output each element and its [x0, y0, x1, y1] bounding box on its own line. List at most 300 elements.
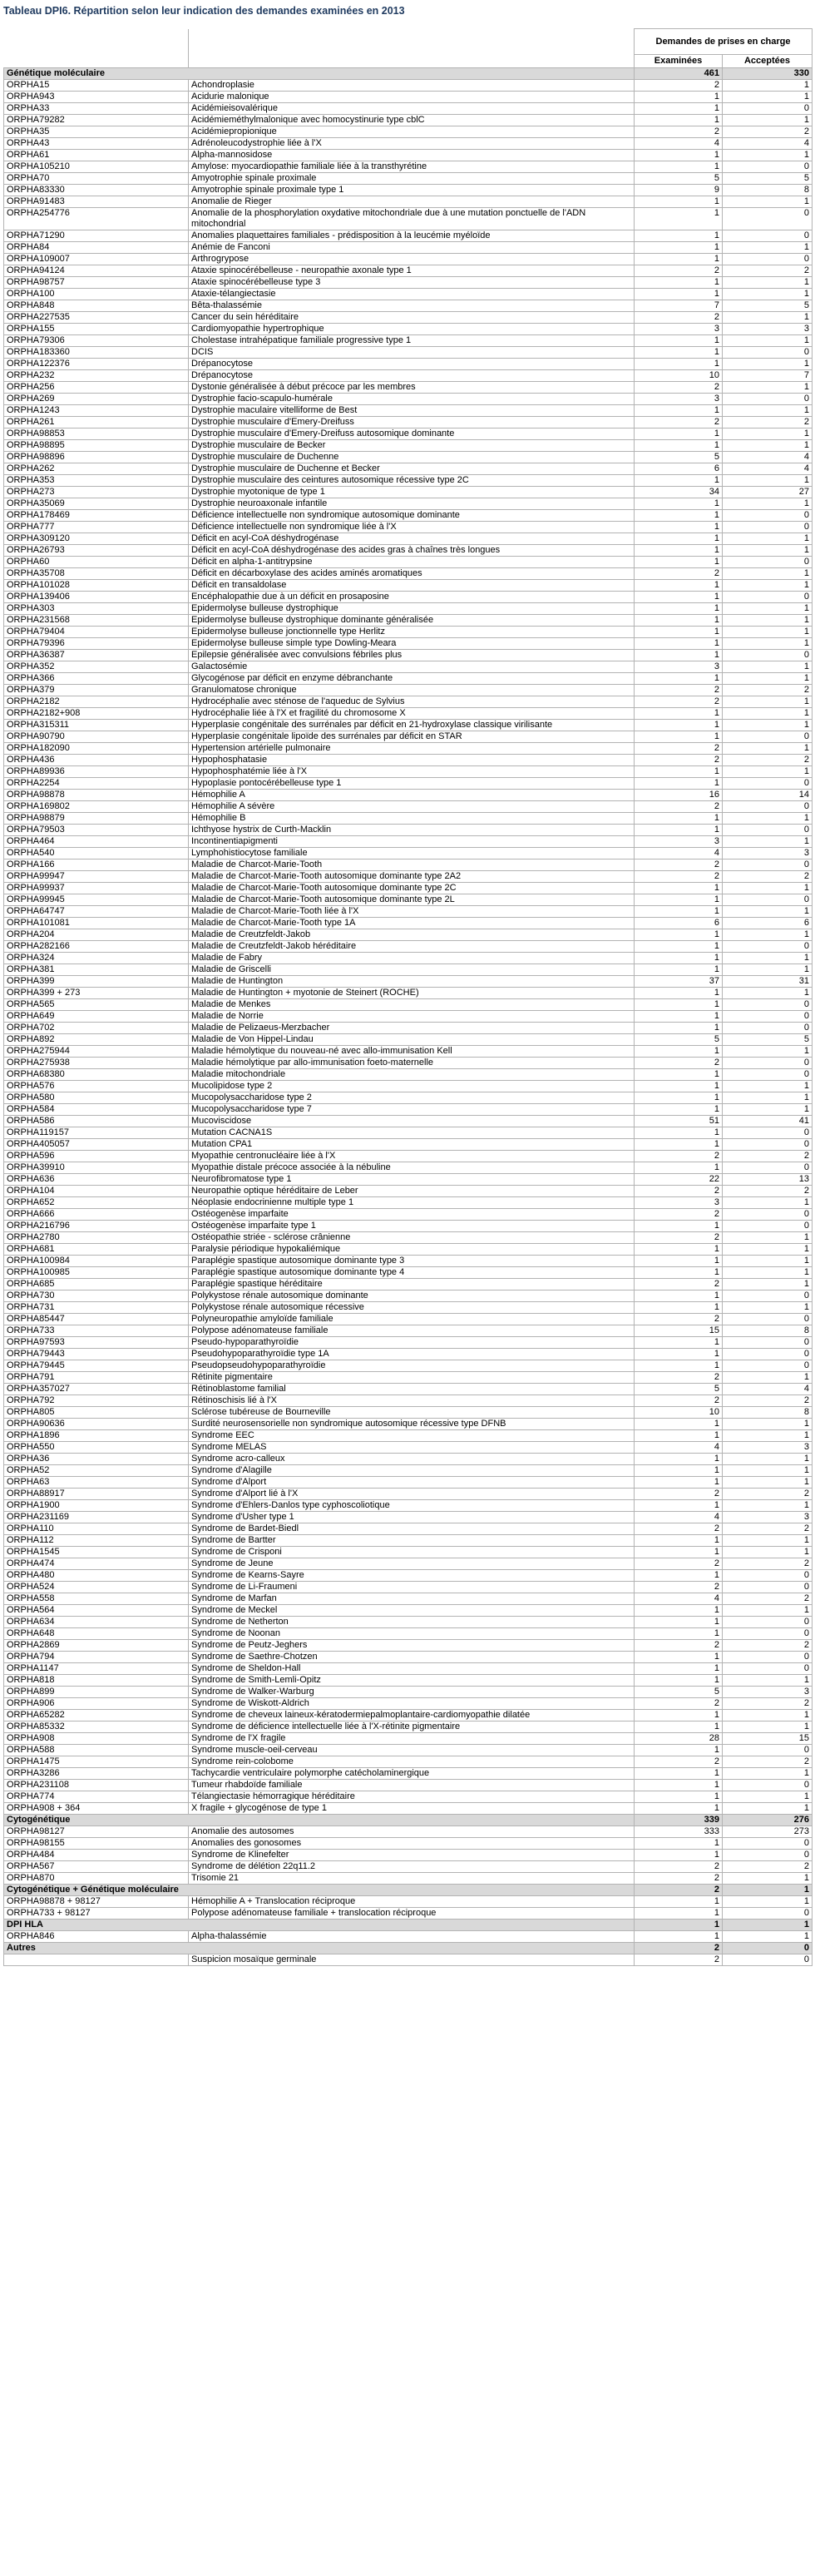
orpha-code: ORPHA35: [4, 126, 189, 138]
table-row: [4, 568, 813, 580]
count-accepted: 1: [723, 568, 813, 580]
table-row: [4, 918, 813, 929]
count-accepted: 1: [723, 661, 813, 673]
indication: Encéphalopathie due à un déficit en prosaposine: [189, 592, 635, 603]
table-row: [4, 1081, 813, 1092]
orpha-code: ORPHA379: [4, 685, 189, 696]
orpha-code: ORPHA26793: [4, 545, 189, 557]
indication: Ataxie spinocérébelleuse type 3: [189, 277, 635, 289]
count-examined: 2: [635, 1209, 723, 1221]
count-examined: 1: [635, 1477, 723, 1489]
indication: Epidermolyse bulleuse simple type Dowling-Meara: [189, 638, 635, 650]
indication: Déficience intellectuelle non syndromique liée à l'X: [189, 522, 635, 533]
table-row: [4, 1256, 813, 1267]
count-accepted: 1: [723, 1197, 813, 1209]
count-examined: 2: [635, 859, 723, 871]
orpha-code: ORPHA550: [4, 1442, 189, 1454]
table-row: [4, 1780, 813, 1791]
indication: Mucoviscidose: [189, 1116, 635, 1127]
table-row: [4, 510, 813, 522]
count-examined: 5: [635, 1384, 723, 1395]
count-accepted: 8: [723, 1325, 813, 1337]
count-examined: 1: [635, 1617, 723, 1628]
count-accepted: 15: [723, 1733, 813, 1745]
indication: Syndrome de Wiskott-Aldrich: [189, 1698, 635, 1710]
indication: Neuropathie optique héréditaire de Leber: [189, 1186, 635, 1197]
count-examined: 1: [635, 429, 723, 440]
table-row: [4, 1512, 813, 1523]
indication: Syndrome de déficience intellectuelle liée à l'X-rétinite pigmentaire: [189, 1721, 635, 1733]
orpha-code: ORPHA254776: [4, 208, 189, 230]
orpha-code: ORPHA98127: [4, 1826, 189, 1838]
orpha-code: ORPHA303: [4, 603, 189, 615]
count-accepted: 3: [723, 848, 813, 859]
orpha-code: ORPHA64747: [4, 906, 189, 918]
orpha-code: ORPHA98853: [4, 429, 189, 440]
table-row: [4, 1954, 813, 1966]
count-examined: 1: [635, 1570, 723, 1582]
count-examined: 2: [635, 1395, 723, 1407]
table-row: [4, 1279, 813, 1290]
orpha-code: ORPHA1900: [4, 1500, 189, 1512]
count-examined: 1: [635, 1838, 723, 1850]
count-examined: 1: [635, 627, 723, 638]
category-name: Cytogénétique + Génétique moléculaire: [4, 1885, 635, 1896]
count-accepted: 1: [723, 545, 813, 557]
count-examined: 1: [635, 813, 723, 825]
indication: Hydrocéphalie avec sténose de l'aqueduc de Sylvius: [189, 696, 635, 708]
orpha-code: ORPHA36: [4, 1454, 189, 1465]
orpha-code: ORPHA733: [4, 1325, 189, 1337]
count-accepted: 1: [723, 1104, 813, 1116]
indication: Rétinoblastome familial: [189, 1384, 635, 1395]
count-accepted: 1: [723, 533, 813, 545]
count-examined: 2: [635, 1698, 723, 1710]
count-examined: 1: [635, 1547, 723, 1558]
indication: Pseudopseudohypoparathyroïdie: [189, 1360, 635, 1372]
table-row: [4, 848, 813, 859]
table-row: [4, 126, 813, 138]
orpha-code: ORPHA436: [4, 755, 189, 766]
indication: Dystrophie musculaire de Duchenne et Becker: [189, 463, 635, 475]
count-accepted: 1: [723, 1081, 813, 1092]
count-examined: 16: [635, 790, 723, 801]
count-accepted: 1: [723, 813, 813, 825]
table-row: [4, 103, 813, 115]
count-accepted: 1: [723, 1419, 813, 1430]
table-row: [4, 871, 813, 883]
orpha-code: ORPHA109007: [4, 254, 189, 265]
count-accepted: 1: [723, 673, 813, 685]
count-accepted: 2: [723, 1489, 813, 1500]
count-accepted: 0: [723, 859, 813, 871]
orpha-code: ORPHA480: [4, 1570, 189, 1582]
indication: Hydrocéphalie liée à l'X et fragilité du chromosome X: [189, 708, 635, 720]
orpha-code: ORPHA35069: [4, 498, 189, 510]
count-accepted: 0: [723, 1162, 813, 1174]
category-name: Génétique moléculaire: [4, 68, 635, 80]
indication: Dystrophie musculaire d'Emery-Dreifuss: [189, 417, 635, 429]
table-row: [4, 1873, 813, 1885]
table-row: [4, 1046, 813, 1058]
count-examined: 1: [635, 1244, 723, 1256]
count-examined: 4: [635, 138, 723, 150]
orpha-code: ORPHA899: [4, 1687, 189, 1698]
orpha-code: ORPHA60: [4, 557, 189, 568]
count-accepted: 2: [723, 1186, 813, 1197]
table-row: [4, 813, 813, 825]
indication: Maladie mitochondriale: [189, 1069, 635, 1081]
indication: Alpha-mannosidose: [189, 150, 635, 161]
count-accepted: 14: [723, 790, 813, 801]
orpha-code: ORPHA99937: [4, 883, 189, 894]
orpha-code: ORPHA100985: [4, 1267, 189, 1279]
count-examined: 4: [635, 1442, 723, 1454]
count-accepted: 0: [723, 1838, 813, 1850]
orpha-code: ORPHA540: [4, 848, 189, 859]
count-accepted: 0: [723, 394, 813, 405]
count-accepted: 3: [723, 1687, 813, 1698]
indication: Maladie de Charcot-Marie-Tooth liée à l'X: [189, 906, 635, 918]
table-row: [4, 1267, 813, 1279]
count-examined: 1: [635, 650, 723, 661]
count-examined: 1: [635, 1721, 723, 1733]
category-accepted: 1: [723, 1885, 813, 1896]
orpha-code: ORPHA3286: [4, 1768, 189, 1780]
table-row: [4, 1442, 813, 1454]
count-accepted: 0: [723, 1570, 813, 1582]
table-row: [4, 615, 813, 627]
table-row: [4, 1197, 813, 1209]
orpha-code: ORPHA100: [4, 289, 189, 300]
count-accepted: 1: [723, 92, 813, 103]
orpha-code: ORPHA89936: [4, 766, 189, 778]
table-row: [4, 580, 813, 592]
count-examined: 5: [635, 452, 723, 463]
orpha-code: ORPHA2869: [4, 1640, 189, 1652]
indication: Hyperplasie congénitale des surrénales par déficit en 21-hydroxylase classique virilisante: [189, 720, 635, 731]
orpha-code: ORPHA352: [4, 661, 189, 673]
count-examined: 1: [635, 1465, 723, 1477]
indication: Glycogénose par déficit en enzyme débranchante: [189, 673, 635, 685]
indication: Drépanocytose: [189, 370, 635, 382]
table-row: [4, 894, 813, 906]
count-accepted: 1: [723, 720, 813, 731]
indication: Neurofibromatose type 1: [189, 1174, 635, 1186]
indication: Syndrome de Klinefelter: [189, 1850, 635, 1861]
count-accepted: 1: [723, 638, 813, 650]
table-row: [4, 1174, 813, 1186]
orpha-code: [4, 1954, 189, 1966]
indication: Hémophilie A + Translocation réciproque: [189, 1896, 635, 1908]
category-name: Autres: [4, 1943, 635, 1954]
indication: Mutation CACNA1S: [189, 1127, 635, 1139]
count-examined: 1: [635, 405, 723, 417]
count-accepted: 0: [723, 522, 813, 533]
orpha-code: ORPHA169802: [4, 801, 189, 813]
count-accepted: 2: [723, 1523, 813, 1535]
count-accepted: 1: [723, 1791, 813, 1803]
count-examined: 333: [635, 1826, 723, 1838]
count-accepted: 3: [723, 1512, 813, 1523]
orpha-code: ORPHA1545: [4, 1547, 189, 1558]
count-accepted: 0: [723, 1349, 813, 1360]
count-examined: 1: [635, 1745, 723, 1756]
orpha-code: ORPHA101081: [4, 918, 189, 929]
count-accepted: 1: [723, 277, 813, 289]
orpha-code: ORPHA309120: [4, 533, 189, 545]
count-accepted: 0: [723, 1652, 813, 1663]
table-row: [4, 720, 813, 731]
indication: Cholestase intrahépatique familiale progressive type 1: [189, 335, 635, 347]
indication: Amyotrophie spinale proximale: [189, 173, 635, 185]
indication: Maladie de Charcot-Marie-Tooth: [189, 859, 635, 871]
indication: Déficit en alpha-1-antitrypsine: [189, 557, 635, 568]
count-examined: 1: [635, 964, 723, 976]
count-examined: 6: [635, 463, 723, 475]
table-row: [4, 603, 813, 615]
count-examined: 7: [635, 300, 723, 312]
indication: Déficit en acyl-CoA déshydrogénase: [189, 533, 635, 545]
count-accepted: 273: [723, 1826, 813, 1838]
table-row: [4, 185, 813, 196]
count-accepted: 1: [723, 80, 813, 92]
indication: Galactosémie: [189, 661, 635, 673]
table-row: [4, 370, 813, 382]
count-accepted: 13: [723, 1174, 813, 1186]
count-accepted: 0: [723, 1628, 813, 1640]
count-accepted: 2: [723, 1698, 813, 1710]
table-row: [4, 696, 813, 708]
indication: Rétinite pigmentaire: [189, 1372, 635, 1384]
count-examined: 2: [635, 1523, 723, 1535]
orpha-code: ORPHA273: [4, 487, 189, 498]
indication: Acidémieisovalérique: [189, 103, 635, 115]
indication: Myopathie distale précoce associée à la nébuline: [189, 1162, 635, 1174]
count-examined: 1: [635, 708, 723, 720]
orpha-code: ORPHA105210: [4, 161, 189, 173]
count-examined: 1: [635, 510, 723, 522]
count-examined: 2: [635, 1186, 723, 1197]
indication: Syndrome de délétion 22q11.2: [189, 1861, 635, 1873]
indication: Néoplasie endocrinienne multiple type 1: [189, 1197, 635, 1209]
indication: Paralysie périodique hypokaliémique: [189, 1244, 635, 1256]
table-row: [4, 929, 813, 941]
count-examined: 6: [635, 918, 723, 929]
count-accepted: 2: [723, 1640, 813, 1652]
count-examined: 1: [635, 906, 723, 918]
orpha-code: ORPHA848: [4, 300, 189, 312]
count-accepted: 1: [723, 1092, 813, 1104]
table-row: [4, 1628, 813, 1640]
count-accepted: 0: [723, 1127, 813, 1139]
table-row: [4, 1523, 813, 1535]
indication: Polyneuropathie amyloïde familiale: [189, 1314, 635, 1325]
count-accepted: 1: [723, 603, 813, 615]
indication: Syndrome de Walker-Warburg: [189, 1687, 635, 1698]
orpha-code: ORPHA353: [4, 475, 189, 487]
table-row: [4, 1384, 813, 1395]
orpha-code: ORPHA90636: [4, 1419, 189, 1430]
count-accepted: 0: [723, 1139, 813, 1151]
orpha-code: ORPHA94124: [4, 265, 189, 277]
table-row: [4, 1826, 813, 1838]
count-accepted: 1: [723, 312, 813, 324]
indication: Hémophilie A: [189, 790, 635, 801]
count-examined: 2: [635, 1489, 723, 1500]
indication: Syndrome de Noonan: [189, 1628, 635, 1640]
orpha-code: ORPHA584: [4, 1104, 189, 1116]
table-row: [4, 1768, 813, 1780]
orpha-code: ORPHA112: [4, 1535, 189, 1547]
indication: Maladie de Charcot-Marie-Tooth type 1A: [189, 918, 635, 929]
table-row: [4, 557, 813, 568]
table-row: [4, 1838, 813, 1850]
count-examined: 1: [635, 999, 723, 1011]
table-row: [4, 1850, 813, 1861]
indication: Syndrome EEC: [189, 1430, 635, 1442]
count-accepted: 4: [723, 463, 813, 475]
count-examined: 2: [635, 1582, 723, 1593]
indication: Maladie de Charcot-Marie-Tooth autosomique dominante type 2L: [189, 894, 635, 906]
table-row: [4, 498, 813, 510]
count-accepted: 6: [723, 918, 813, 929]
count-examined: 1: [635, 1267, 723, 1279]
orpha-code: ORPHA315311: [4, 720, 189, 731]
table-row: [4, 173, 813, 185]
orpha-code: ORPHA39910: [4, 1162, 189, 1174]
count-examined: 1: [635, 1221, 723, 1232]
count-examined: 2: [635, 1314, 723, 1325]
count-examined: 10: [635, 370, 723, 382]
count-examined: 10: [635, 1407, 723, 1419]
table-row: [4, 1069, 813, 1081]
count-examined: 2: [635, 755, 723, 766]
orpha-code: ORPHA870: [4, 1873, 189, 1885]
indication: Epidermolyse bulleuse dystrophique: [189, 603, 635, 615]
table-row: [4, 1640, 813, 1652]
table-row: [4, 953, 813, 964]
indications-table: [3, 28, 813, 1966]
count-examined: 1: [635, 1360, 723, 1372]
category-accepted: 276: [723, 1815, 813, 1826]
table-row: [4, 1908, 813, 1920]
table-row: [4, 906, 813, 918]
orpha-code: ORPHA275938: [4, 1058, 189, 1069]
count-examined: 1: [635, 1908, 723, 1920]
count-accepted: 2: [723, 126, 813, 138]
category-row: [4, 1885, 813, 1896]
count-examined: 1: [635, 929, 723, 941]
count-examined: 1: [635, 161, 723, 173]
indication: Tachycardie ventriculaire polymorphe catécholaminergique: [189, 1768, 635, 1780]
count-accepted: 1: [723, 580, 813, 592]
header-group-demandes: Demandes de prises en charge: [635, 29, 813, 55]
count-examined: 1: [635, 289, 723, 300]
count-examined: 1: [635, 1127, 723, 1139]
table-row: [4, 463, 813, 475]
indication: Lymphohistiocytose familiale: [189, 848, 635, 859]
table-row: [4, 300, 813, 312]
table-row: [4, 150, 813, 161]
count-accepted: 1: [723, 335, 813, 347]
table-row: [4, 487, 813, 498]
count-examined: 1: [635, 953, 723, 964]
table-row: [4, 545, 813, 557]
table-row: [4, 1721, 813, 1733]
table-row: [4, 405, 813, 417]
indication: Hypertension artérielle pulmonaire: [189, 743, 635, 755]
orpha-code: ORPHA70: [4, 173, 189, 185]
count-accepted: 4: [723, 452, 813, 463]
indication: Polypose adénomateuse familiale: [189, 1325, 635, 1337]
count-accepted: 1: [723, 196, 813, 208]
orpha-code: ORPHA685: [4, 1279, 189, 1290]
indication: Pseudo-hypoparathyroïdie: [189, 1337, 635, 1349]
count-accepted: 5: [723, 300, 813, 312]
indication: Granulomatose chronique: [189, 685, 635, 696]
indication: Déficience intellectuelle non syndromique autosomique dominante: [189, 510, 635, 522]
count-accepted: 1: [723, 429, 813, 440]
count-accepted: 41: [723, 1116, 813, 1127]
count-accepted: 2: [723, 1861, 813, 1873]
count-examined: 1: [635, 230, 723, 242]
table-row: [4, 1349, 813, 1360]
count-examined: 1: [635, 988, 723, 999]
orpha-code: ORPHA79445: [4, 1360, 189, 1372]
table-row: [4, 731, 813, 743]
indication: Syndrome de Kearns-Sayre: [189, 1570, 635, 1582]
count-examined: 1: [635, 1011, 723, 1023]
count-examined: 5: [635, 1034, 723, 1046]
count-accepted: 1: [723, 1547, 813, 1558]
indication: Syndrome de Meckel: [189, 1605, 635, 1617]
count-accepted: 2: [723, 685, 813, 696]
orpha-code: ORPHA1147: [4, 1663, 189, 1675]
count-examined: 1: [635, 673, 723, 685]
count-accepted: 0: [723, 1058, 813, 1069]
count-accepted: 0: [723, 1663, 813, 1675]
indication: Syndrome MELAS: [189, 1442, 635, 1454]
indication: Cancer du sein héréditaire: [189, 312, 635, 324]
indication: Ostéogenèse imparfaite: [189, 1209, 635, 1221]
count-examined: 1: [635, 1931, 723, 1943]
indication: Tumeur rhabdoïde familiale: [189, 1780, 635, 1791]
count-accepted: 4: [723, 138, 813, 150]
count-examined: 1: [635, 1896, 723, 1908]
orpha-code: ORPHA648: [4, 1628, 189, 1640]
orpha-code: ORPHA794: [4, 1652, 189, 1663]
count-examined: 1: [635, 1256, 723, 1267]
header-blank-code: [4, 29, 189, 55]
orpha-code: ORPHA166: [4, 859, 189, 871]
count-accepted: 0: [723, 1209, 813, 1221]
indication: Syndrome d'Alport: [189, 1477, 635, 1489]
header-blank-code-2: [4, 55, 189, 68]
count-accepted: 1: [723, 883, 813, 894]
count-examined: 3: [635, 324, 723, 335]
orpha-code: ORPHA892: [4, 1034, 189, 1046]
count-examined: 1: [635, 825, 723, 836]
orpha-code: ORPHA399: [4, 976, 189, 988]
table-row: [4, 1896, 813, 1908]
count-examined: 1: [635, 1337, 723, 1349]
indication: Pseudohypoparathyroïdie type 1A: [189, 1349, 635, 1360]
count-examined: 1: [635, 1675, 723, 1687]
count-examined: 1: [635, 1419, 723, 1430]
table-row: [4, 1221, 813, 1232]
count-examined: 1: [635, 347, 723, 359]
